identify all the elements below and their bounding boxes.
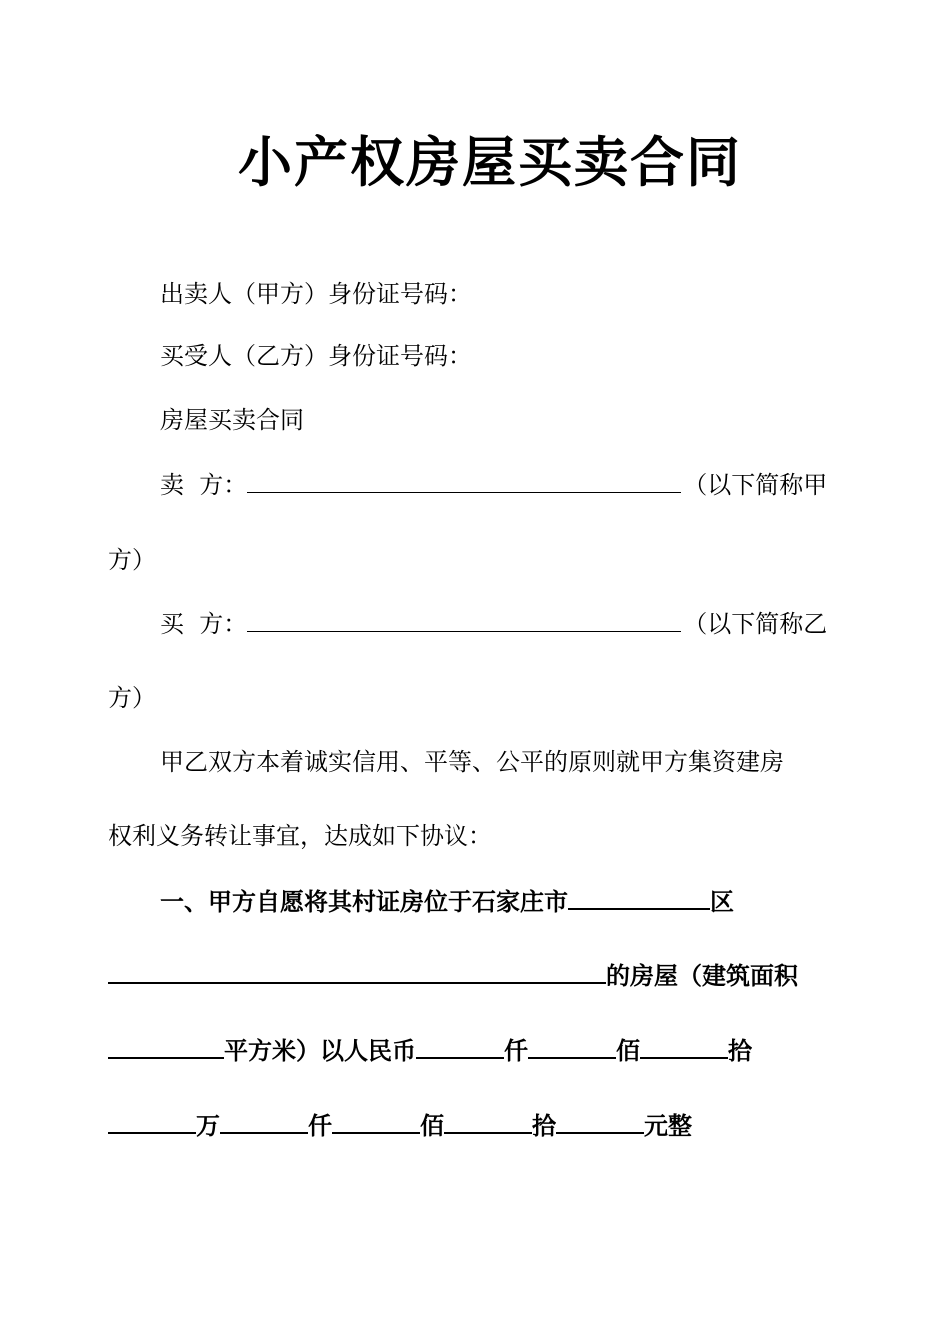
clause1-line-1: [160, 886, 734, 918]
address-blank: [108, 960, 606, 984]
buyer-name-blank: [247, 609, 681, 632]
buyer-line-continuation: 方）: [108, 684, 156, 712]
intro-line-2: 权利义务转让事宜，达成如下协议：: [108, 822, 492, 850]
buyer-label: 买 方：: [160, 610, 248, 638]
unit-yuan: 元整: [644, 1112, 692, 1140]
district-blank: [568, 886, 710, 910]
area-unit-text: 平方米）以人民币: [224, 1037, 416, 1065]
clause1-line-3: [108, 1035, 752, 1067]
buyer-suffix: （以下简称乙: [683, 610, 828, 638]
amount-blank-5: [220, 1110, 308, 1134]
house-area-text: 的房屋（建筑面积: [606, 962, 798, 990]
seller-line-continuation: 方）: [108, 546, 156, 574]
clause1-location-text: 一、甲方自愿将其村证房位于石家庄市: [160, 888, 568, 916]
amount-blank-1: [416, 1035, 504, 1059]
subtitle: 房屋买卖合同: [160, 406, 304, 434]
unit-bai-2: 佰: [420, 1112, 444, 1140]
amount-blank-8: [556, 1110, 644, 1134]
unit-qian: 仟: [504, 1037, 528, 1065]
seller-id-line: 出卖人（甲方）身份证号码：: [160, 280, 472, 308]
document-title: 小产权房屋买卖合同: [238, 131, 742, 194]
seller-line: [160, 469, 827, 501]
seller-name-blank: [247, 470, 681, 493]
area-blank: [108, 1035, 224, 1059]
buyer-line: [160, 608, 827, 640]
seller-label: 卖 方：: [160, 471, 248, 499]
unit-qian-2: 仟: [308, 1112, 332, 1140]
intro-line-1: 甲乙双方本着诚实信用、平等、公平的原则就甲方集资建房: [160, 748, 784, 776]
amount-blank-3: [640, 1035, 728, 1059]
unit-shi-2: 拾: [532, 1112, 556, 1140]
buyer-id-line: 买受人（乙方）身份证号码：: [160, 342, 472, 370]
amount-blank-2: [528, 1035, 616, 1059]
amount-blank-4: [108, 1110, 196, 1134]
unit-shi: 拾: [728, 1037, 752, 1065]
district-label: 区: [710, 888, 734, 916]
amount-blank-7: [444, 1110, 532, 1134]
clause1-line-4: [108, 1110, 692, 1142]
seller-suffix: （以下简称甲: [683, 471, 828, 499]
clause1-line-2: [108, 960, 798, 992]
unit-bai: 佰: [616, 1037, 640, 1065]
amount-blank-6: [332, 1110, 420, 1134]
unit-wan: 万: [196, 1112, 220, 1140]
